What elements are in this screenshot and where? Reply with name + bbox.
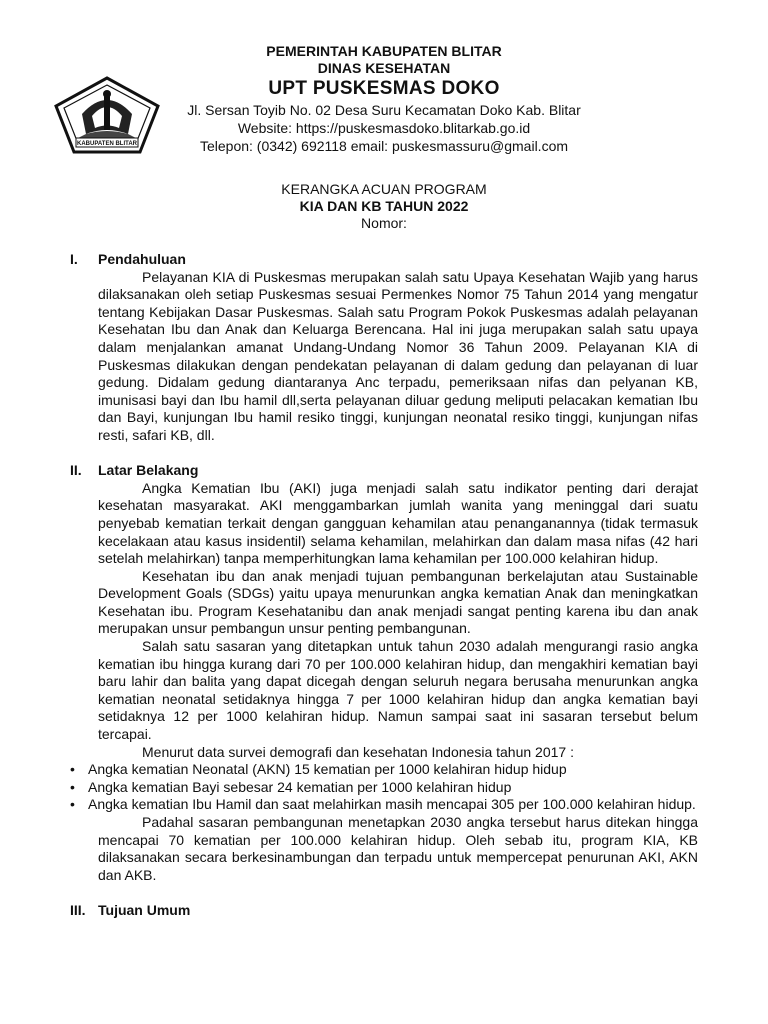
document-title <box>150 181 618 232</box>
paragraph: Kesehatan ibu dan anak menjadi tujuan pembangunan berkelajutan atau Sustainable Development Goals (SDGs) yaitu upaya menurunkan angka kematian Anak dan meningkatkan Kesehatan ibu. Program Kesehatanibu dan anak menjadi sangat penting karena ibu dan anak merupakan unsur pembangun unsur penting pembangunan. <box>98 567 698 637</box>
bullet-icon: • <box>70 778 75 795</box>
document-number: Nomor: <box>361 215 407 231</box>
bullet-icon: • <box>70 796 75 813</box>
contact-line: Telepon: (0342) 692118 email: puskesmassuru@gmail.com <box>199 138 569 154</box>
website-line: Website: https://puskesmasdoko.blitarkab.go.id <box>237 120 531 136</box>
bullet-icon: • <box>70 761 75 778</box>
section-number: II. <box>70 462 82 479</box>
list-item: • Angka kematian Ibu Hamil dan saat melahirkan masih mencapai 305 per 100.000 kelahiran hidup. <box>70 796 696 813</box>
paragraph: Salah satu sasaran yang ditetapkan untuk tahun 2030 adalah mengurangi rasio angka kematian ibu hingga kurang dari 70 per 100.000 kelahiran hidup, dan mengakhiri kematian bayi baru lahir dan balita yang dapat dicegah dengan seluruh negara berusaha menurunkan angka kematian neonatal setidaknya hingga 7 per 1000 kelahiran hidup dan angka kematian bayi setidaknya 12 per 1000 kelahiran hidup. Namun sampai saat ini sasaran tersebut belum tercapai. <box>98 638 698 743</box>
section-heading <box>70 251 698 269</box>
title-line-2: KIA DAN KB TAHUN 2022 <box>299 198 469 214</box>
paragraph: Pelayanan KIA di Puskesmas merupakan salah satu Upaya Kesehatan Wajib yang harus dilaksanakan oleh setiap Puskesmas sesuai Permenkes Nomor 75 Tahun 2014 yang mengatur tentang Kebijakan Dasar Puskesmas. Salah satu Program Pokok Puskesmas adalah pelayanan Kesehatan Ibu dan Anak dan Keluarga Berencana. Hal ini juga merupakan salah satu upaya dalam menjalankan amanat Undang-Undang Nomor 36 Tahun 2009. Pelayanan KIA di Puskesmas dilakukan dengan pendekatan pelayanan di dalam gedung dan pelayanan di luar gedung. Didalam gedung diantaranya Anc terpadu, pemeriksaan nifas dan pelyanan KB, imunisasi bayi dan Ibu hamil dll,serta pelayanan diluar gedung meliputi pelacakan kematian Ibu dan Bayi, kunjungan Ibu hamil resiko tinggi, kunjungan neonatal resiko tinggi, kunjungan nifas resti, safari KB, dll. <box>98 268 698 443</box>
kabupaten-blitar-emblem-icon <box>52 76 162 154</box>
paragraph: Angka Kematian Ibu (AKI) juga menjadi salah satu indikator penting dari derajat kesehatan masyarakat. AKI menggambarkan jumlah wanita yang meninggal dari suatu penyebab kematian terkait dengan gangguan kehamilan atau penanganannya (tidak termasuk kecelakaan atau kasus insidentil) selama kehamilan, melahirkan dan dalam masa nifas (42 hari setelah melahirkan) tanpa memperhitungkan lama kehamilan per 100.000 kelahiran hidup. <box>98 479 698 567</box>
paragraph: Menurut data survei demografi dan kesehatan Indonesia tahun 2017 : <box>142 743 574 760</box>
section-title: Pendahuluan <box>98 251 186 267</box>
section-heading <box>70 462 698 480</box>
address-line: Jl. Sersan Toyib No. 02 Desa Suru Kecamatan Doko Kab. Blitar <box>187 102 581 118</box>
title-line-1: KERANGKA ACUAN PROGRAM <box>281 181 487 197</box>
list-item: • Angka kematian Neonatal (AKN) 15 kematian per 1000 kelahiran hidup hidup <box>70 761 567 778</box>
institution-name: UPT PUSKESMAS DOKO <box>268 78 500 99</box>
letterhead <box>164 42 604 155</box>
logo-banner-text: KABUPATEN BLITAR <box>77 141 137 147</box>
list-item: • Angka kematian Bayi sebesar 24 kematian per 1000 kelahiran hidup <box>70 778 512 795</box>
section-title: Tujuan Umum <box>98 901 191 918</box>
section-number: I. <box>70 251 78 267</box>
paragraph: Padahal sasaran pembangunan menetapkan 2030 angka tersebut harus ditekan hingga mencapai 70 kematian per 100.000 kelahiran hidup. Oleh sebab itu, program KIA, KB dilaksanakan secara berkesinambungan dan terpadu untuk mempercepat penurunan AKI, AKN dan AKB. <box>98 814 698 883</box>
document-body <box>70 251 698 920</box>
department-name: DINAS KESEHATAN <box>317 60 451 76</box>
section-number: III. <box>70 901 86 918</box>
government-name: PEMERINTAH KABUPATEN BLITAR <box>266 43 502 59</box>
section-heading <box>70 902 698 920</box>
section-title: Latar Belakang <box>98 462 199 479</box>
statistics-list <box>70 761 698 814</box>
